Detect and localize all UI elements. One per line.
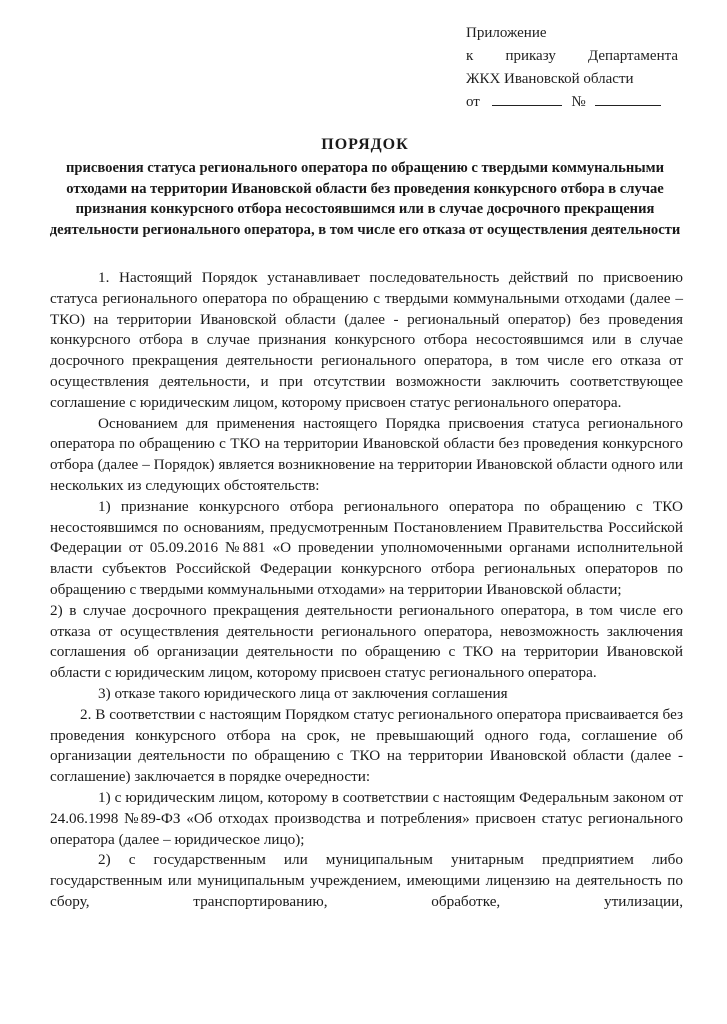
appendix-department-name: ЖКХ Ивановской области — [466, 71, 634, 87]
paragraph-2-item-2: 2) с государственным или муниципальным унитарным предприятием либо государственным или муниципальным учреждением, имеющими лицензию на деятельность по сбору, транспортированию, обработке, утилизации, — [50, 851, 683, 910]
appendix-word-order: приказу — [505, 48, 556, 64]
date-blank — [492, 91, 562, 106]
appendix-number-label: № — [571, 94, 586, 110]
paragraph-1: 1. Настоящий Порядок устанавливает последовательность действий по присвоению статуса регионального оператора по обращению с твердыми коммунальными отходами (далее – ТКО) на территории Ивановской области (далее - региональный оператор) без проведения конкурсного отбора в случае признания конкурсного отбора несостоявшимся или в случае досрочного прекращения деятельности регионального оператора, в том числе его отказа от осуществления деятельности, и при отсутствии возможности заключить соответствующее соглашение с юридическим лицом, которому присвоен статус регионального оператора. — [50, 269, 683, 411]
paragraph-circumstance-2: 2) в случае досрочного прекращения деятельности регионального оператора, в том числе его отказа от осуществления деятельности регионального оператора, невозможность заключения соглашения об организации деятельности по обращению с ТКО на территории Ивановской области с юридическим лицом, которому присвоен статус регионального оператора. — [50, 601, 683, 682]
paragraph-basis: Основанием для применения настоящего Порядка присвоения статуса регионального оператора по обращению с ТКО на территории Ивановской области без проведения конкурсного отбора (далее – Порядок) является возникновение на территории Ивановской области одного или нескольких из следующих обстоятельств: — [50, 414, 683, 494]
document-title-block — [40, 134, 690, 240]
document-body — [50, 268, 683, 913]
appendix-block — [466, 22, 678, 114]
appendix-order-line — [466, 45, 678, 68]
paragraph-circumstance-1: 1) признание конкурсного отбора регионального оператора по обращению с ТКО несостоявшимся по основаниям, предусмотренным Постановлением Правительства Российской Федерации от 05.09.2016 №881 «О проведении уполномоченными органами исполнительной власти субъектов Российской Федерации конкурсного отбора региональных операторов по обращению с твердыми коммунальными отходами» на территории Ивановской области; — [50, 497, 683, 598]
document-title: ПОРЯДОК — [321, 136, 409, 153]
appendix-label: Приложение — [466, 25, 547, 41]
appendix-from-label: от — [466, 94, 480, 110]
paragraph-2: 2. В соответствии с настоящим Порядком статус регионального оператора присваивается без проведения конкурсного отбора на срок, не превышающий одного года, соглашение об организации деятельности по обращению с ТКО на территории Ивановской области (далее - соглашение) заключается в порядке очередности: — [50, 705, 683, 786]
appendix-date-number-line — [466, 91, 678, 114]
appendix-word-department: Департамента — [587, 48, 678, 64]
paragraph-circumstance-3: 3) отказе такого юридического лица от заключения соглашения — [98, 684, 508, 702]
paragraph-2-item-1: 1) с юридическим лицом, которому в соответствии с настоящим Федеральным законом от 24.06.1998 №89-ФЗ «Об отходах производства и потребления» присвоен статус регионального оператора (далее – юридическое лицо); — [50, 788, 683, 848]
number-blank — [595, 91, 661, 106]
document-subtitle: присвоения статуса регионального оператора по обращению с твердыми коммунальными отходами на территории Ивановской области без проведения конкурсного отбора в случае признания конкурсного отбора несостоявшимся или в случае досрочного прекращения деятельности регионального оператора, в том числе его отказа от осуществления деятельности — [49, 160, 681, 238]
appendix-word-to: к — [466, 48, 474, 64]
